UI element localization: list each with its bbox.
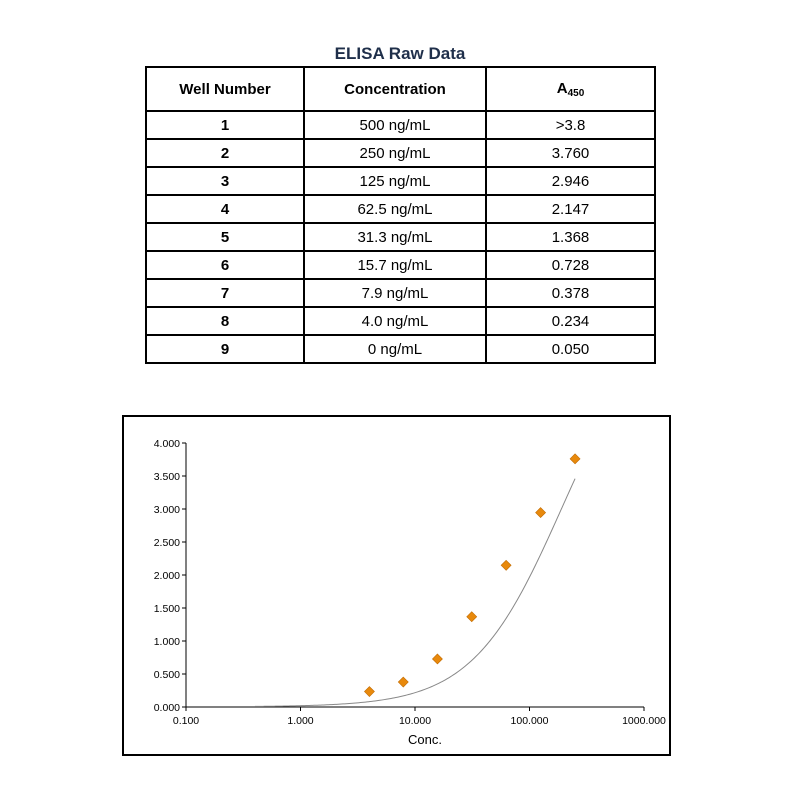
table-row xyxy=(146,335,655,363)
cell-absorbance: 1.368 xyxy=(486,223,655,251)
cell-well-number: 7 xyxy=(146,279,304,307)
y-tick-label: 3.500 xyxy=(153,471,180,483)
cell-concentration: 62.5 ng/mL xyxy=(304,195,486,223)
table-row xyxy=(146,223,655,251)
header-absorbance xyxy=(486,67,655,111)
cell-well-number: 6 xyxy=(146,251,304,279)
data-point xyxy=(501,560,511,570)
x-tick-label: 1.000 xyxy=(287,715,314,727)
cell-absorbance: >3.8 xyxy=(486,111,655,139)
cell-concentration: 0 ng/mL xyxy=(304,335,486,363)
fit-curve-line xyxy=(255,479,575,707)
cell-concentration: 4.0 ng/mL xyxy=(304,307,486,335)
header-concentration: Concentration xyxy=(304,67,486,111)
cell-concentration: 31.3 ng/mL xyxy=(304,223,486,251)
cell-well-number: 3 xyxy=(146,167,304,195)
table-row xyxy=(146,279,655,307)
table-row xyxy=(146,167,655,195)
header-absorbance-subscript: 450 xyxy=(567,87,585,99)
y-tick-label: 4.000 xyxy=(153,438,180,450)
data-point xyxy=(432,654,442,664)
cell-concentration: 250 ng/mL xyxy=(304,139,486,167)
y-tick-label: 2.000 xyxy=(153,570,180,582)
cell-well-number: 1 xyxy=(146,111,304,139)
data-point xyxy=(398,677,408,687)
data-point xyxy=(570,454,580,464)
cell-absorbance: 0.378 xyxy=(486,279,655,307)
table-row xyxy=(146,251,655,279)
y-tick-label: 3.000 xyxy=(153,504,180,516)
cell-absorbance: 0.234 xyxy=(486,307,655,335)
cell-concentration: 15.7 ng/mL xyxy=(304,251,486,279)
table-header-row xyxy=(146,67,655,111)
data-point xyxy=(467,612,477,622)
cell-absorbance: 0.728 xyxy=(486,251,655,279)
x-tick-label: 1000.000 xyxy=(622,715,666,727)
cell-concentration: 125 ng/mL xyxy=(304,167,486,195)
cell-concentration: 7.9 ng/mL xyxy=(304,279,486,307)
x-axis-label: Conc. xyxy=(408,732,442,747)
table-title: ELISA Raw Data xyxy=(334,44,466,63)
x-tick-label: 100.000 xyxy=(510,715,549,727)
table-row xyxy=(146,195,655,223)
cell-concentration: 500 ng/mL xyxy=(304,111,486,139)
standard-curve-chart xyxy=(122,415,671,756)
table-row xyxy=(146,307,655,335)
cell-well-number: 9 xyxy=(146,335,304,363)
y-tick-label: 2.500 xyxy=(153,537,180,549)
header-well-number: Well Number xyxy=(146,67,304,111)
x-tick-label: 10.000 xyxy=(398,715,432,727)
elisa-raw-data-table xyxy=(145,66,656,364)
data-point xyxy=(364,687,374,697)
cell-absorbance: 2.946 xyxy=(486,167,655,195)
table-row xyxy=(146,111,655,139)
cell-absorbance: 0.050 xyxy=(486,335,655,363)
y-tick-label: 1.000 xyxy=(153,636,180,648)
y-tick-label: 1.500 xyxy=(153,603,180,615)
cell-absorbance: 2.147 xyxy=(486,195,655,223)
y-tick-label: 0.500 xyxy=(153,669,180,681)
data-point xyxy=(536,508,546,518)
cell-absorbance: 3.760 xyxy=(486,139,655,167)
cell-well-number: 4 xyxy=(146,195,304,223)
y-tick-label: 0.000 xyxy=(153,702,180,714)
chart-svg xyxy=(124,417,669,754)
cell-well-number: 8 xyxy=(146,307,304,335)
x-tick-label: 0.100 xyxy=(172,715,200,727)
cell-well-number: 2 xyxy=(146,139,304,167)
table-row xyxy=(146,139,655,167)
cell-well-number: 5 xyxy=(146,223,304,251)
header-absorbance-main: A xyxy=(556,79,568,97)
